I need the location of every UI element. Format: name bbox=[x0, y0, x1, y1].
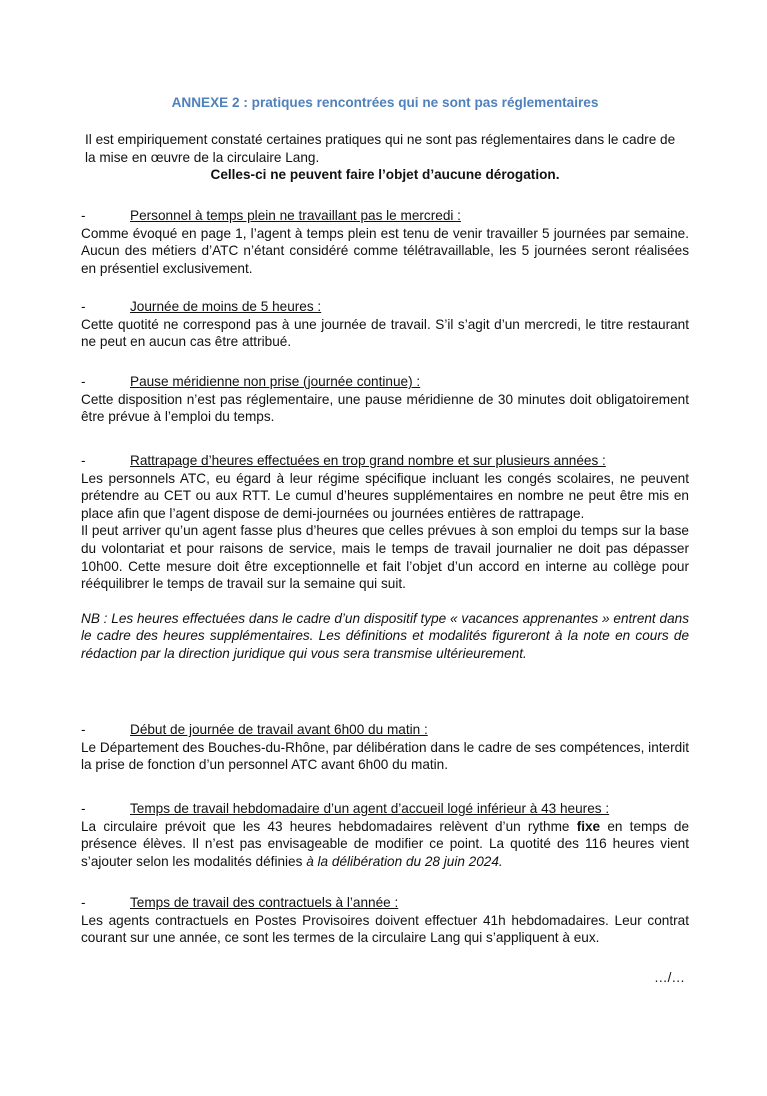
section-early-start bbox=[81, 721, 689, 774]
body-italic: à la délibération du 28 juin 2024. bbox=[306, 853, 503, 869]
section-body: Cette disposition n’est pas réglementaire, une pause méridienne de 30 minutes doit obligatoirement être prévue à l’emploi du temps. bbox=[81, 391, 689, 425]
section-body: Comme évoqué en page 1, l’agent à temps plein est tenu de venir travailler 5 journées par semaine. Aucun des métiers d’ATC n’étant considéré comme télétravaillable, les 5 journées seront réalisées en présentiel exclusivement. bbox=[81, 225, 689, 276]
section-heading bbox=[81, 298, 689, 316]
section-contract-agents bbox=[81, 894, 689, 947]
section-heading-text: Début de journée de travail avant 6h00 du matin : bbox=[130, 722, 428, 737]
section-body-2: Il peut arriver qu’un agent fasse plus d’heures que celles prévues à son emploi du temps sur la base du volontariat et pour raisons de service, mais le temps de travail journalier ne doit pas dépasser 10h00. Cette mesure doit être exceptionnelle et fait l’objet d’un accord en interne au collège pour rééquilibrer le temps de travail sur la semaine qui suit. bbox=[81, 523, 689, 592]
section-lunch-break bbox=[81, 373, 689, 426]
section-body: Les agents contractuels en Postes Provisoires doivent effectuer 41h hebdomadaires. Leur contrat courant sur une année, ce sont les termes de la circulaire Lang qui s’appliquent à eux. bbox=[81, 912, 689, 946]
section-heading-text: Temps de travail hebdomadaire d’un agent d’accueil logé inférieur à 43 heures : bbox=[130, 801, 610, 816]
intro-block bbox=[81, 131, 689, 184]
section-body: Cette quotité ne correspond pas à une journée de travail. S’il s’agit d’un mercredi, le titre restaurant ne peut en aucun cas être attribué. bbox=[81, 316, 689, 350]
bullet-dash: - bbox=[81, 453, 86, 468]
page-title: ANNEXE 2 : pratiques rencontrées qui ne sont pas réglementaires bbox=[171, 95, 599, 110]
intro-text: Il est empiriquement constaté certaines pratiques qui ne sont pas réglementaires dans le cadre de la mise en œuvre de la circulaire Lang. bbox=[85, 132, 676, 165]
section-body: Le Département des Bouches-du-Rhône, par délibération dans le cadre de ses compétences, interdit la prise de fonction d’un personnel ATC avant 6h00 du matin. bbox=[81, 739, 689, 773]
body-bold: fixe bbox=[576, 818, 601, 834]
section-body bbox=[81, 818, 689, 871]
bullet-dash: - bbox=[81, 895, 86, 910]
section-heading bbox=[81, 721, 689, 739]
intro-emphasis: Celles-ci ne peuvent faire l’objet d’aucune dérogation. bbox=[210, 167, 560, 183]
section-heading-text: Personnel à temps plein ne travaillant pas le mercredi : bbox=[130, 208, 461, 223]
bullet-dash: - bbox=[81, 299, 86, 314]
section-heading bbox=[81, 207, 689, 225]
section-heading bbox=[81, 894, 689, 912]
section-full-time-wednesday bbox=[81, 207, 689, 277]
section-hours-recovery bbox=[81, 452, 689, 663]
bullet-dash: - bbox=[81, 801, 86, 816]
section-heading bbox=[81, 452, 689, 470]
section-heading-text: Rattrapage d’heures effectuées en trop grand nombre et sur plusieurs années : bbox=[130, 453, 606, 468]
body-part: La circulaire prévoit que les 43 heures hebdomadaires relèvent d’un rythme bbox=[81, 818, 570, 834]
section-heading-text: Pause méridienne non prise (journée continue) : bbox=[130, 374, 421, 389]
section-heading bbox=[81, 373, 689, 391]
section-heading bbox=[81, 800, 689, 818]
continuation-mark: …/… bbox=[654, 970, 685, 985]
section-body: Les personnels ATC, eu égard à leur régime spécifique incluant les congés scolaires, ne peuvent prétendre au CET ou aux RTT. Le cumul d’heures supplémentaires en nombre ne peut être mis en place afin que l’agent dispose de demi-journées ou journées entières de rattrapage. bbox=[81, 470, 689, 521]
section-short-day bbox=[81, 298, 689, 351]
bullet-dash: - bbox=[81, 722, 86, 737]
body-part: en temps de présence élèves. Il n’est pas envisageable de modifier ce point. La quotité des 116 heures vient s’ajouter selon les modalités définies bbox=[81, 818, 690, 869]
bullet-dash: - bbox=[81, 374, 86, 389]
section-note: NB : Les heures effectuées dans le cadre d’un dispositif type « vacances apprenantes » entrent dans le cadre des heures supplémentaires. Les définitions et modalités figureront à la note en cours de rédaction par la direction juridique qui vous sera transmise ultérieurement. bbox=[81, 610, 689, 661]
section-heading-text: Journée de moins de 5 heures : bbox=[130, 299, 322, 314]
section-heading-text: Temps de travail des contractuels à l’année : bbox=[130, 895, 399, 910]
bullet-dash: - bbox=[81, 208, 86, 223]
section-housed-agent bbox=[81, 800, 689, 870]
